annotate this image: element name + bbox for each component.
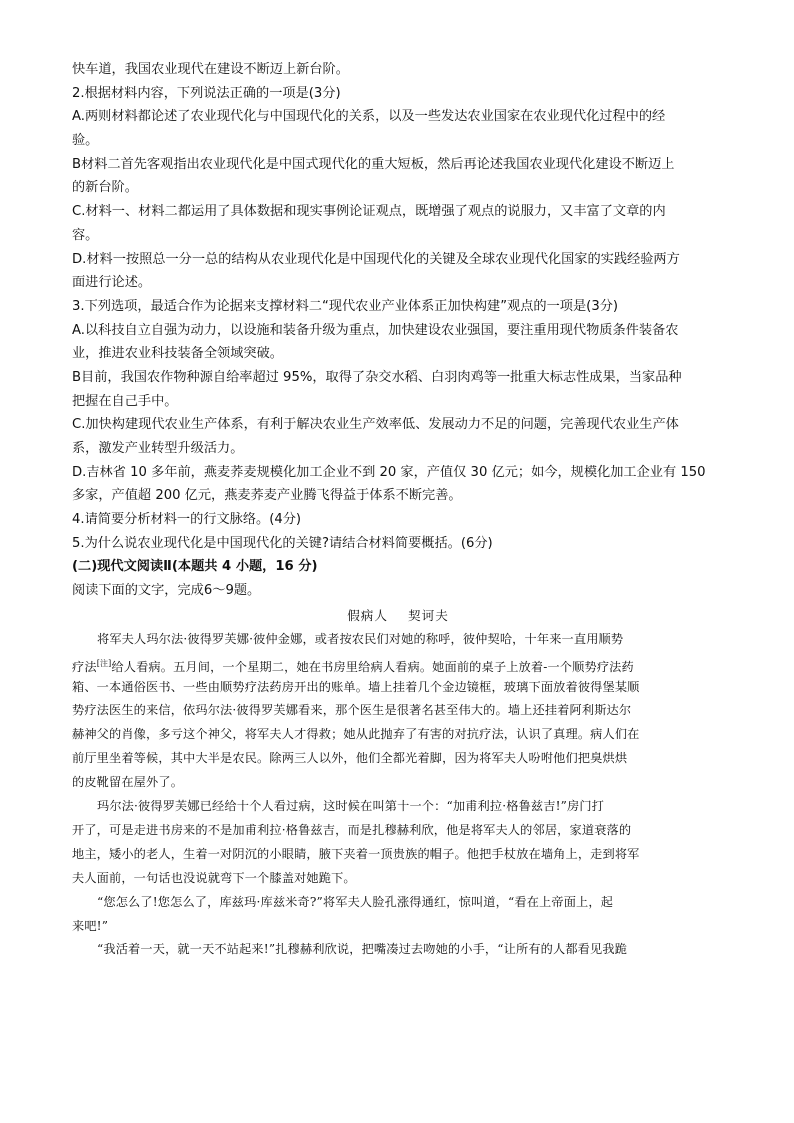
option-line: B目前，我国农作物种源自给率超过 95%，取得了杂交水稻、白羽肉鸡等一批重大标志性成果，当家品种	[72, 369, 682, 385]
story-line: 箱、一本通俗医书、一些由顺势疗法药房开出的账单。墙上挂着几个金边镜框，玻璃下面放着彼得堡某顺	[72, 679, 640, 694]
option-line: 容。	[72, 227, 99, 243]
story-line: “我活着一天，就一天不站起来!”扎穆赫利欣说，把嘴凑过去吻她的小手，“让所有的人都看见我跪	[97, 942, 628, 957]
title-spacer	[388, 608, 408, 623]
story-line: 前厅里坐着等候，其中大半是农民。除两三人以外，他们全都光着脚，因为将军夫人吩咐他们把臭烘烘	[72, 751, 628, 766]
option-line: 面进行论述。	[72, 275, 152, 291]
option-line: A.以科技自立自强为动力，以设施和装备升级为重点，加快建设农业强国，要注重用现代物质条件装备农	[72, 322, 679, 338]
option-line: D.材料一按照总一分一总的结构从农业现代化是中国现代化的关键及全球农业现代化国家的实践经验两方	[72, 251, 680, 267]
option-line: C.加快构建现代农业生产体系，有利于解决农业生产效率低、发展动力不足的问题，完善现代农业生产体	[72, 417, 679, 433]
option-line: A.两则材料都论述了农业现代化与中国现代化的关系，以及一些发达农业国家在农业现代化过程中的经	[72, 109, 666, 125]
option-line: 业，推进农业科技装备全领域突破。	[72, 346, 283, 362]
story-line: 赫神父的肖像，多亏这个神父，将军夫人才得救；她从此抛弃了有害的对抗疗法，认识了真理。病人们在	[72, 727, 640, 742]
option-line: 系，激发产业转型升级活力。	[72, 441, 244, 456]
story-line: 将军夫人玛尔法·彼得罗芙娜·彼仲金娜，或者按农民们对她的称呼，彼仲契哈，十年来一直用顺势	[97, 631, 624, 646]
option-line: 验。	[72, 133, 99, 149]
story-author: 契诃夫	[408, 607, 449, 623]
option-line: B材料二首先客观指出农业现代化是中国式现代化的重大短板，然后再论述我国农业现代化建设不断迈上	[72, 156, 675, 172]
story-text: 给人看病。五月间，一个星期二，她在书房里给病人看病。她面前的桌子上放着-一个顺势疗法药	[111, 659, 634, 674]
option-line: C.材料一、材料二都运用了具体数据和现实事例论证观点，既增强了观点的说服力，又丰富了文章的内	[72, 204, 666, 220]
section-heading: (二)现代文阅读Ⅱ(本题共 4 小题，16 分)	[72, 559, 318, 575]
story-line: 夫人面前，一句话也没说就弯下一个膝盖对她跪下。	[72, 870, 356, 885]
question-2-stem: 2.根据材料内容，下列说法正确的一项是(3分)	[72, 85, 341, 101]
question-block	[72, 58, 724, 555]
story-line: 开了，可是走进书房来的不是加甫利拉·格鲁兹吉，而是扎穆赫利欣，他是将军夫人的邻居，家道衰落的	[72, 822, 632, 837]
option-line: D.吉林省 10 多年前，燕麦荞麦规模化加工企业不到 20 家，产值仅 30 亿元；如今，规模化加工企业有 150	[72, 464, 706, 480]
reading-instruction: 阅读下面的文字，完成6～9题。	[72, 583, 261, 599]
story-line: 地主，矮小的老人，生着一对阴沉的小眼睛，腋下夹着一顶贵族的帽子。他把手杖放在墙角上，走到将军	[72, 846, 640, 861]
story-body	[72, 628, 724, 962]
story-text: 疗法	[72, 659, 97, 674]
story-line-with-footnote	[72, 652, 724, 676]
question-3-stem: 3.下列选项，最适合作为论据来支撑材料二“现代农业产业体系正加快构建”观点的一项是(3分)	[72, 298, 619, 314]
story-title-line	[72, 603, 724, 628]
option-line: 把握在自己手中。	[72, 393, 178, 409]
question-5: 5.为什么说农业现代化是中国现代化的关键?请结合材料简要概括。(6分)	[72, 535, 493, 551]
story-title: 假病人	[347, 607, 388, 623]
story-line: 玛尔法·彼得罗芙娜已经给十个人看过病，这时候在叫第十一个：“加甫利拉·格鲁兹吉!”房门打	[97, 799, 605, 814]
question-4: 4.请简要分析材料一的行文脉络。(4分)	[72, 512, 302, 528]
text-line: 快车道，我国农业现代在建设不断迈上新台阶。	[72, 62, 349, 77]
option-line: 的新台阶。	[72, 180, 138, 196]
option-line: 多家，产值超 200 亿元，燕麦荞麦产业腾飞得益于体系不断完善。	[72, 488, 462, 504]
story-line: 势疗法医生的来信，依玛尔法·彼得罗芙娜看来，那个医生是很著名甚至伟大的。墙上还挂着阿利斯达尔	[72, 703, 632, 718]
story-line: 的皮靴留在屋外了。	[72, 775, 184, 790]
story-line: 来吧!”	[72, 918, 109, 933]
document-page	[72, 58, 724, 962]
story-line: “您怎么了!您怎么了，库兹玛·库兹米奇?”将军夫人脸孔涨得通红，惊叫道，“看在上帝面上，起	[97, 894, 614, 909]
footnote-mark: [注]	[96, 658, 112, 668]
